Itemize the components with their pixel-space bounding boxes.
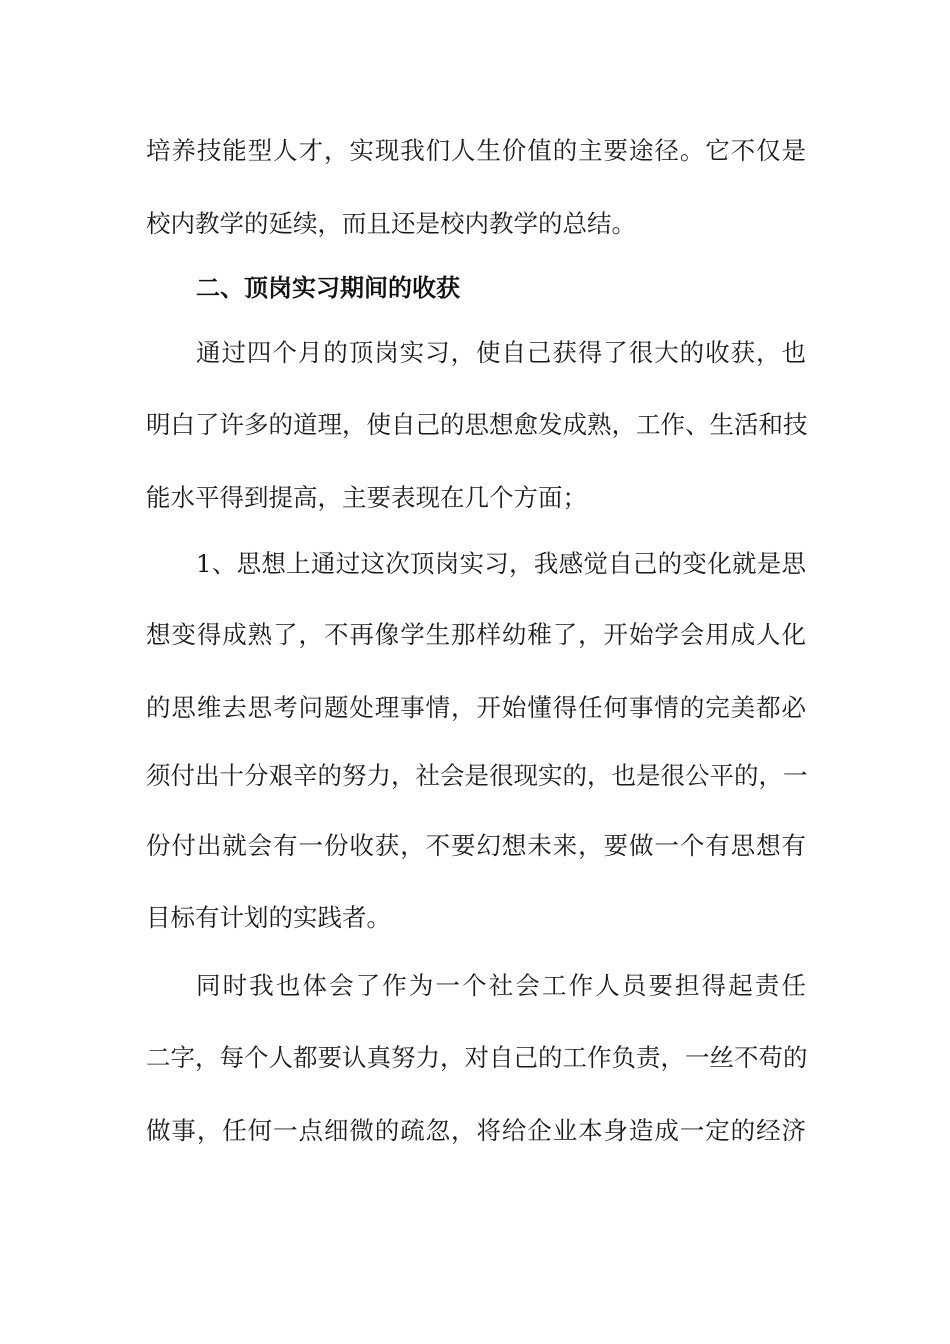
text-line: 做事，任何一点细微的疏忽，将给企业本身造成一定的经济	[146, 1116, 806, 1145]
text-line: 能水平得到提高，主要表现在几个方面；	[146, 483, 587, 512]
text-line: 培养技能型人才，实现我们人生价值的主要途径。它不仅是	[146, 136, 806, 165]
text-line: 想变得成熟了，不再像学生那样幼稚了，开始学会用成人化	[146, 620, 806, 649]
text-line: 的思维去思考问题处理事情，开始懂得任何事情的完美都必	[146, 693, 806, 722]
text-line: 目标有计划的实践者。	[146, 903, 391, 932]
text-line: 份付出就会有一份收获，不要幻想未来，要做一个有思想有	[146, 831, 806, 860]
text-line: 同时我也体会了作为一个社会工作人员要担得起责任	[196, 971, 806, 1000]
text-line: 通过四个月的顶岗实习，使自己获得了很大的收获，也	[196, 338, 806, 367]
text-line: 二字，每个人都要认真努力，对自己的工作负责，一丝不苟的	[146, 1043, 808, 1072]
text-line: 须付出十分艰辛的努力，社会是很现实的，也是很公平的，一	[146, 761, 808, 790]
section-heading: 二、顶岗实习期间的收获	[196, 274, 460, 302]
text-line: 1、思想上通过这次顶岗实习，我感觉自己的变化就是思	[196, 549, 806, 578]
text-line: 校内教学的延续，而且还是校内教学的总结。	[146, 209, 636, 238]
text-line: 明白了许多的道理，使自己的思想愈发成熟，工作、生活和技	[146, 410, 808, 439]
